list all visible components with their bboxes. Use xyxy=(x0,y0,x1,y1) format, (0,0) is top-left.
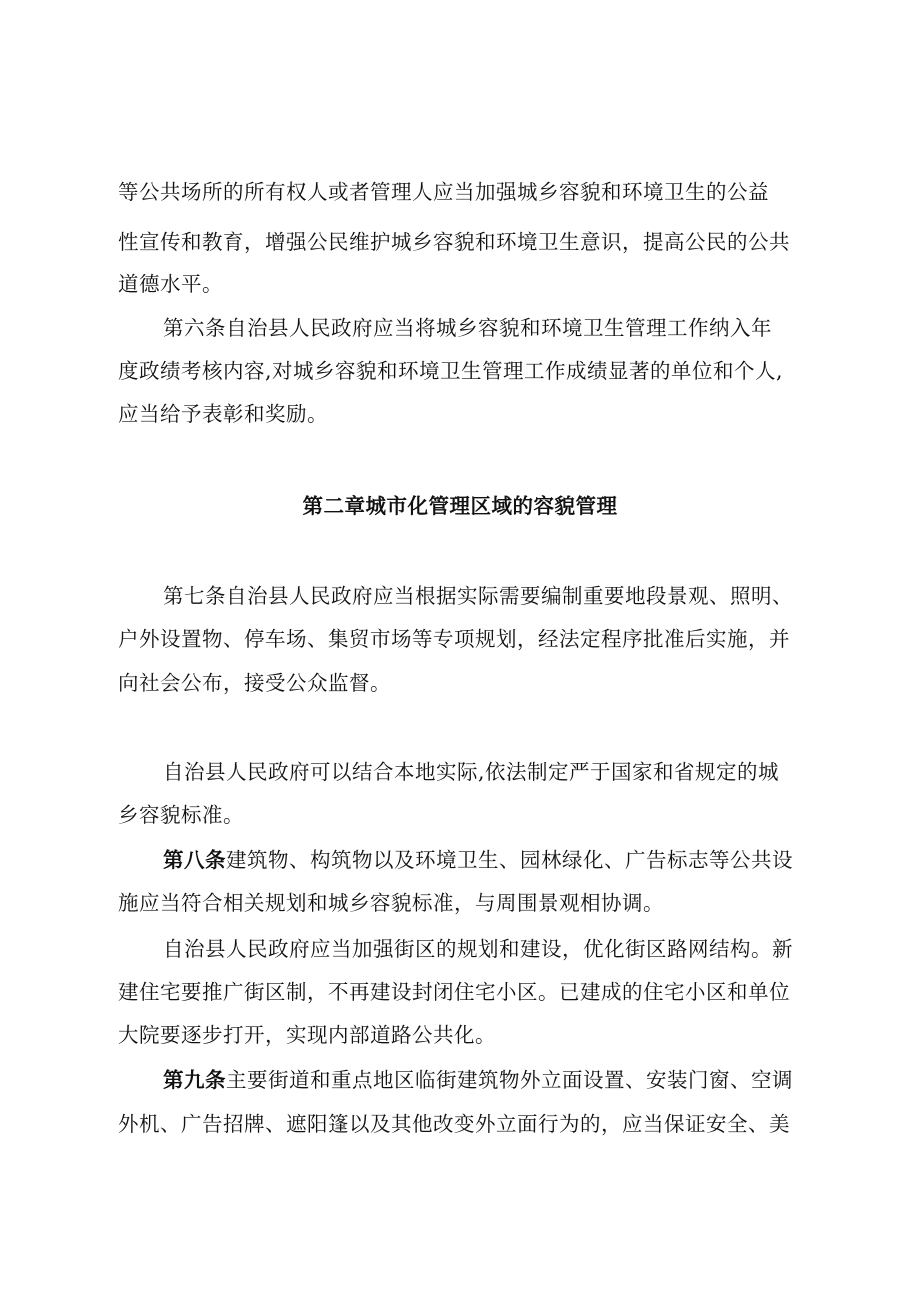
paragraph-6-line-3: 大院要逐步打开，实现内部道路公共化。 xyxy=(118,1023,496,1047)
article-6-line-3: 应当给予表彰和奖励。 xyxy=(118,402,328,426)
article-9-line-1 xyxy=(163,1066,793,1094)
article-7-line-1: 第七条自治县人民政府应当根据实际需要编制重要地段景观、照明、 xyxy=(163,584,793,608)
article-8-line-2: 施应当符合相关规划和城乡容貌标准，与周围景观相协调。 xyxy=(118,891,664,915)
article-7-line-3: 向社会公布，接受公众监督。 xyxy=(118,671,391,695)
paragraph-1-line-3: 道德水平。 xyxy=(118,272,223,296)
chapter-heading: 第二章城市化管理区域的容貌管理 xyxy=(302,494,618,518)
paragraph-4-line-2: 乡容貌标准。 xyxy=(118,803,244,827)
paragraph-1-line-2: 性宣传和教育，增强公民维护城乡容貌和环境卫生意识，提高公民的公共 xyxy=(118,230,790,254)
article-6-line-2: 度政绩考核内容,对城乡容貌和环境卫生管理工作成绩显著的单位和个人, xyxy=(118,359,784,383)
paragraph-1-line-1: 等公共场所的所有权人或者管理人应当加强城乡容貌和环境卫生的公益 xyxy=(118,180,769,204)
article-6-line-1: 第六条自治县人民政府应当将城乡容貌和环境卫生管理工作纳入年 xyxy=(163,316,772,340)
paragraph-4-line-1: 自治县人民政府可以结合本地实际,依法制定严于国家和省规定的城 xyxy=(163,760,780,784)
article-8-first-line-text: 建筑物、构筑物以及环境卫生、园林绿化、广告标志等公共设 xyxy=(226,848,793,872)
paragraph-6-line-2: 建住宅要推广街区制，不再建设封闭住宅小区。已建成的住宅小区和单位 xyxy=(118,980,790,1004)
article-9-first-line-text: 主要街道和重点地区临街建筑物外立面设置、安装门窗、空调 xyxy=(226,1068,793,1092)
article-9-label: 第九条 xyxy=(163,1068,226,1092)
article-8-label: 第八条 xyxy=(163,848,226,872)
article-7-line-2: 户外设置物、停车场、集贸市场等专项规划，经法定程序批准后实施，并 xyxy=(118,627,790,651)
article-9-line-2: 外机、广告招牌、遮阳篷以及其他改变外立面行为的，应当保证安全、美 xyxy=(118,1112,790,1136)
article-8-line-1 xyxy=(163,846,793,874)
paragraph-6-line-1: 自治县人民政府应当加强街区的规划和建设，优化街区路网结构。新 xyxy=(163,937,793,961)
